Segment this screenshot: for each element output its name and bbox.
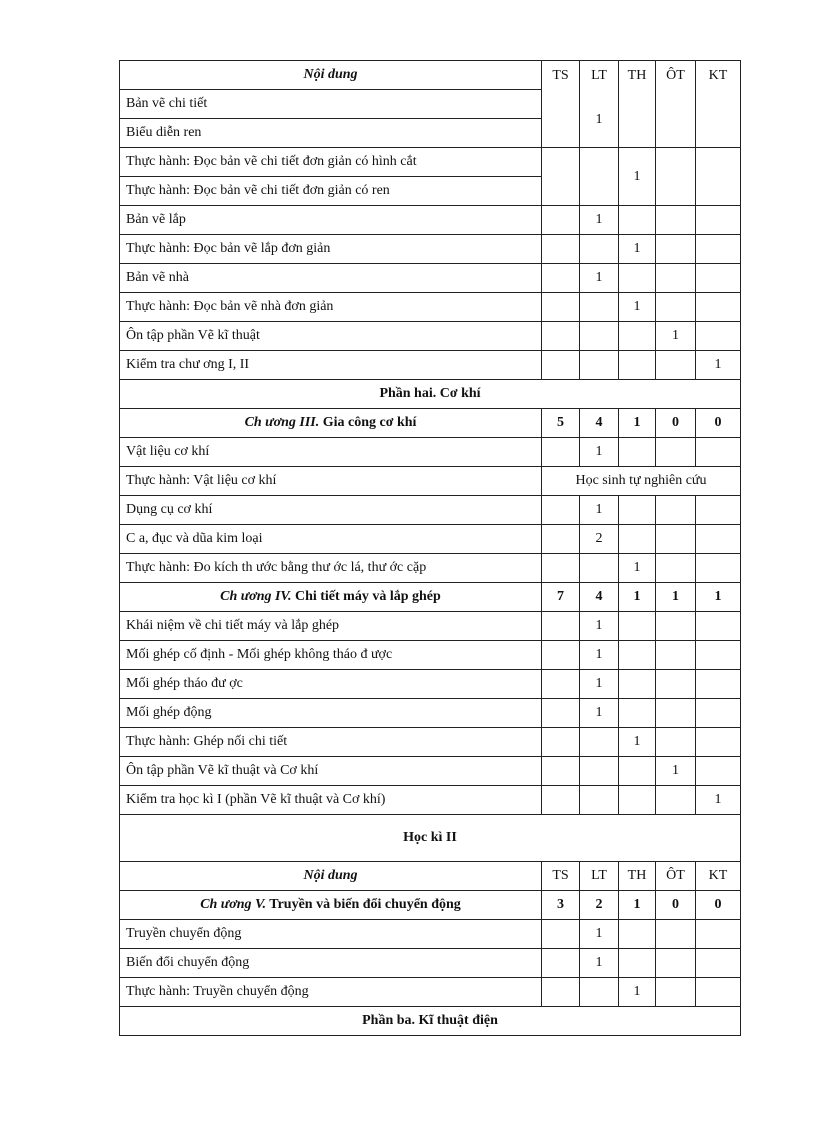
table-row	[120, 554, 741, 583]
self-study-note: Học sinh tự nghiên cứu	[542, 467, 741, 496]
part3-title: Phần ba. Kĩ thuật điện	[120, 1007, 741, 1036]
cell-lt	[580, 757, 619, 786]
first-items-lt-value: 1	[595, 112, 603, 127]
cell-kt: 1	[696, 786, 741, 815]
cell-th	[619, 322, 656, 351]
cell-th	[619, 949, 656, 978]
curriculum-page	[119, 60, 740, 1036]
row-label: Mối ghép tháo đư ợc	[120, 670, 542, 699]
self-study-row	[120, 467, 741, 496]
content-header: Nội dung	[120, 862, 542, 891]
cell-ot	[656, 148, 696, 206]
cell-ot	[656, 920, 696, 949]
chapter4-prefix: Ch ương IV.	[220, 589, 292, 604]
cell-kt	[696, 554, 741, 583]
chapter5-lt: 2	[580, 891, 619, 920]
cell-th	[619, 206, 656, 235]
cell-th: 1	[619, 235, 656, 264]
cell-lt	[580, 978, 619, 1007]
cell-ts	[542, 670, 580, 699]
cell-th: 1	[619, 728, 656, 757]
chapter5-ot: 0	[656, 891, 696, 920]
col-header-ot: ÔT	[656, 862, 696, 891]
cell-ot	[656, 235, 696, 264]
cell-ot	[656, 351, 696, 380]
cell-lt: 1	[580, 670, 619, 699]
semester2-header-row	[120, 862, 741, 891]
cell-kt	[696, 757, 741, 786]
table-row	[120, 757, 741, 786]
row-label: Kiểm tra học kì I (phần Vẽ kĩ thuật và Cơ khí)	[120, 786, 542, 815]
cell-kt	[696, 322, 741, 351]
cell-kt	[696, 670, 741, 699]
cell-kt	[696, 496, 741, 525]
chapter5-name: Truyền và biến đổi chuyển động	[266, 897, 461, 912]
row-label: Biểu diễn ren	[120, 119, 542, 148]
chapter3-ot: 0	[656, 409, 696, 438]
cell-ts	[542, 728, 580, 757]
chapter3-title	[120, 409, 542, 438]
table-row	[120, 148, 741, 177]
row-label: Khái niệm về chi tiết máy và lắp ghép	[120, 612, 542, 641]
cell-th	[619, 757, 656, 786]
cell-lt	[580, 235, 619, 264]
cell-ot	[656, 949, 696, 978]
cell-th: 1	[619, 293, 656, 322]
row-label: Ôn tập phần Vẽ kĩ thuật	[120, 322, 542, 351]
semester2-title: Học kì II	[120, 815, 741, 862]
cell-th: 1	[619, 554, 656, 583]
part2-title: Phần hai. Cơ khí	[120, 380, 741, 409]
cell-th	[619, 612, 656, 641]
chapter4-row	[120, 583, 741, 612]
cell-lt: 1	[580, 920, 619, 949]
cell-lt: 1	[580, 612, 619, 641]
table-row	[120, 641, 741, 670]
row-label: Thực hành: Truyền chuyển động	[120, 978, 542, 1007]
cell-th	[619, 496, 656, 525]
row-label: Bản vẽ chi tiết	[120, 90, 542, 119]
chapter3-prefix: Ch ương III.	[244, 415, 320, 430]
cell-ot	[656, 641, 696, 670]
cell-lt: 1	[580, 496, 619, 525]
cell-lt: 1	[580, 949, 619, 978]
cell-ts	[542, 148, 580, 206]
cell-ot	[656, 438, 696, 467]
table-row	[120, 728, 741, 757]
cell-kt	[696, 293, 741, 322]
chapter5-row	[120, 891, 741, 920]
cell-kt	[696, 728, 741, 757]
table-row	[120, 949, 741, 978]
cell-th	[619, 525, 656, 554]
cell-lt	[580, 322, 619, 351]
chapter3-kt: 0	[696, 409, 741, 438]
chapter5-kt: 0	[696, 891, 741, 920]
cell-lt: 1	[580, 438, 619, 467]
row-label: Thực hành: Đọc bản vẽ chi tiết đơn giản có ren	[120, 177, 542, 206]
cell-th	[619, 264, 656, 293]
row-label: Mối ghép cố định - Mối ghép không tháo đ ược	[120, 641, 542, 670]
chapter5-ts: 3	[542, 891, 580, 920]
cell-lt	[580, 786, 619, 815]
cell-ts	[542, 949, 580, 978]
cell-ts	[542, 351, 580, 380]
table-row	[120, 438, 741, 467]
curriculum-table	[119, 60, 741, 1036]
chapter4-th: 1	[619, 583, 656, 612]
cell-kt	[696, 525, 741, 554]
chapter3-row	[120, 409, 741, 438]
table-row	[120, 786, 741, 815]
table-row	[120, 920, 741, 949]
cell-kt	[696, 949, 741, 978]
cell-ts	[542, 612, 580, 641]
cell-th	[619, 786, 656, 815]
cell-ot	[656, 496, 696, 525]
col-header-ts: TS	[542, 61, 580, 148]
cell-kt	[696, 699, 741, 728]
semester2-title-row	[120, 815, 741, 862]
table-row	[120, 670, 741, 699]
table-row	[120, 525, 741, 554]
cell-ts	[542, 978, 580, 1007]
cell-kt	[696, 264, 741, 293]
chapter4-title	[120, 583, 542, 612]
cell-kt	[696, 978, 741, 1007]
cell-th	[619, 351, 656, 380]
cell-kt: 1	[696, 351, 741, 380]
chapter3-lt: 4	[580, 409, 619, 438]
row-label: Thực hành: Đọc bản vẽ chi tiết đơn giản có hình cắt	[120, 148, 542, 177]
cell-lt: 1	[580, 206, 619, 235]
cell-ot	[656, 554, 696, 583]
cell-kt	[696, 148, 741, 206]
row-label: Thực hành: Đo kích th ước bằng thư ớc lá, thư ớc cặp	[120, 554, 542, 583]
cell-kt	[696, 920, 741, 949]
cell-lt: 1	[580, 699, 619, 728]
col-header-lt-label: LT	[591, 68, 607, 83]
cell-th	[619, 920, 656, 949]
table-row	[120, 496, 741, 525]
table-row	[120, 351, 741, 380]
col-header-kt: KT	[696, 862, 741, 891]
cell-ts	[542, 699, 580, 728]
cell-ts	[542, 293, 580, 322]
cell-lt	[580, 293, 619, 322]
chapter4-ts: 7	[542, 583, 580, 612]
cell-ts	[542, 322, 580, 351]
row-label: C a, đục và dũa kim loại	[120, 525, 542, 554]
table-row	[120, 235, 741, 264]
cell-lt	[580, 148, 619, 206]
col-header-kt: KT	[696, 61, 741, 148]
cell-ot	[656, 206, 696, 235]
cell-ts	[542, 438, 580, 467]
cell-kt	[696, 235, 741, 264]
cell-ot	[656, 264, 696, 293]
cell-th	[619, 699, 656, 728]
row-label: Ôn tập phần Vẽ kĩ thuật và Cơ khí	[120, 757, 542, 786]
row-label: Biến đổi chuyển động	[120, 949, 542, 978]
chapter5-title	[120, 891, 542, 920]
table-row	[120, 264, 741, 293]
cell-ts	[542, 641, 580, 670]
cell-ts	[542, 235, 580, 264]
cell-lt	[580, 728, 619, 757]
cell-lt: 1	[580, 264, 619, 293]
chapter3-name: Gia công cơ khí	[319, 415, 417, 430]
cell-ts	[542, 264, 580, 293]
cell-kt	[696, 438, 741, 467]
col-header-th: TH	[619, 862, 656, 891]
cell-ot: 1	[656, 757, 696, 786]
row-label: Thực hành: Đọc bản vẽ lắp đơn giản	[120, 235, 542, 264]
chapter3-th: 1	[619, 409, 656, 438]
cell-ts	[542, 206, 580, 235]
cell-kt	[696, 641, 741, 670]
table-row	[120, 293, 741, 322]
col-header-lt: LT	[580, 862, 619, 891]
cell-th: 1	[619, 978, 656, 1007]
row-label: Thực hành: Ghép nối chi tiết	[120, 728, 542, 757]
chapter4-kt: 1	[696, 583, 741, 612]
table-row	[120, 612, 741, 641]
cell-th	[619, 438, 656, 467]
cell-th	[619, 670, 656, 699]
row-label: Vật liệu cơ khí	[120, 438, 542, 467]
cell-ot	[656, 728, 696, 757]
cell-ts	[542, 525, 580, 554]
cell-ot: 1	[656, 322, 696, 351]
cell-th	[619, 641, 656, 670]
cell-kt	[696, 206, 741, 235]
chapter3-ts: 5	[542, 409, 580, 438]
cell-lt: 1	[580, 641, 619, 670]
cell-ts	[542, 757, 580, 786]
part3-title-row	[120, 1007, 741, 1036]
cell-lt	[580, 351, 619, 380]
col-header-th: TH	[619, 61, 656, 148]
row-label: Thực hành: Vật liệu cơ khí	[120, 467, 542, 496]
cell-ot	[656, 525, 696, 554]
table-row	[120, 322, 741, 351]
chapter5-th: 1	[619, 891, 656, 920]
chapter5-prefix: Ch ương V.	[200, 897, 267, 912]
row-label: Mối ghép động	[120, 699, 542, 728]
cell-ot	[656, 670, 696, 699]
cell-ot	[656, 612, 696, 641]
row-label: Thực hành: Đọc bản vẽ nhà đơn giản	[120, 293, 542, 322]
cell-th: 1	[619, 148, 656, 206]
cell-ts	[542, 554, 580, 583]
content-header: Nội dung	[120, 61, 542, 90]
cell-ot	[656, 699, 696, 728]
cell-kt	[696, 612, 741, 641]
row-label: Dụng cụ cơ khí	[120, 496, 542, 525]
col-header-lt	[580, 61, 619, 148]
chapter4-name: Chi tiết máy và lắp ghép	[291, 589, 441, 604]
chapter4-lt: 4	[580, 583, 619, 612]
cell-ts	[542, 496, 580, 525]
cell-ts	[542, 786, 580, 815]
part2-title-row	[120, 380, 741, 409]
table-row	[120, 699, 741, 728]
chapter4-ot: 1	[656, 583, 696, 612]
row-label: Truyền chuyển động	[120, 920, 542, 949]
row-label: Bản vẽ nhà	[120, 264, 542, 293]
cell-lt	[580, 554, 619, 583]
col-header-ts: TS	[542, 862, 580, 891]
row-label: Bản vẽ lắp	[120, 206, 542, 235]
row-label: Kiểm tra chư ơng I, II	[120, 351, 542, 380]
header-row	[120, 61, 741, 90]
col-header-ot: ÔT	[656, 61, 696, 148]
cell-ot	[656, 786, 696, 815]
table-row	[120, 206, 741, 235]
cell-lt: 2	[580, 525, 619, 554]
cell-ot	[656, 978, 696, 1007]
cell-ts	[542, 920, 580, 949]
cell-ot	[656, 293, 696, 322]
table-row	[120, 978, 741, 1007]
